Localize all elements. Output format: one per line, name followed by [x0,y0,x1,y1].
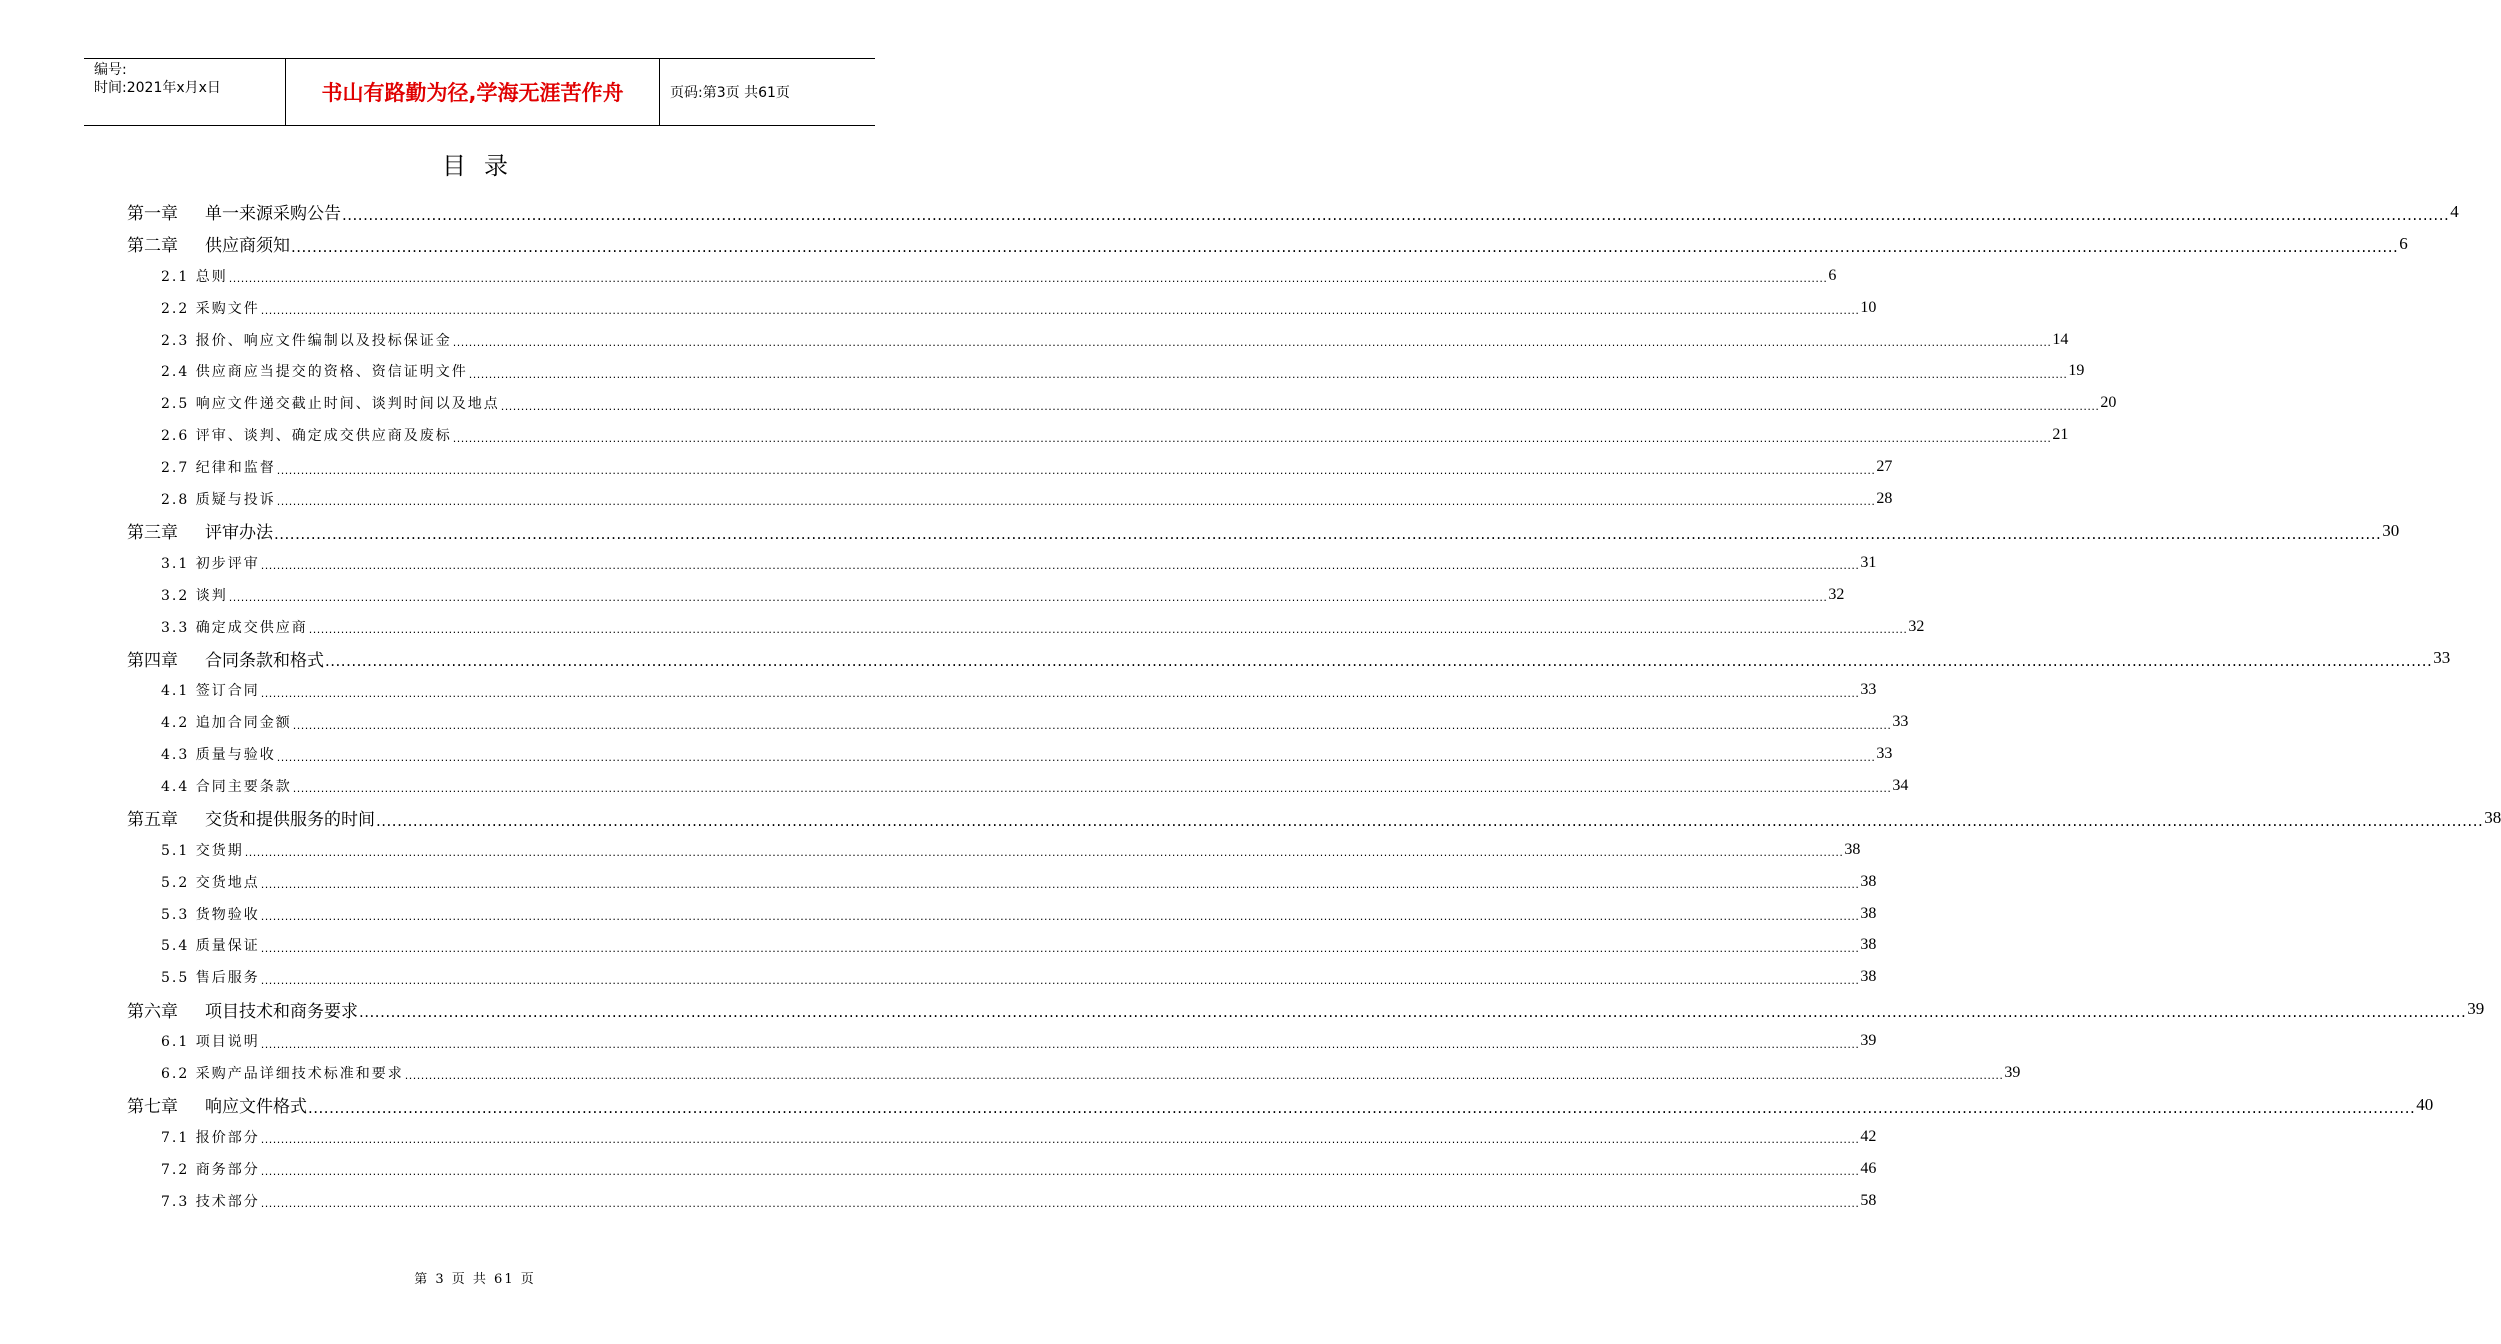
toc-page-number: 33 [1860,681,1877,699]
toc-entry-label [161,553,260,573]
toc-chapter-number: 第一章 [127,204,178,225]
toc-chapter-entry[interactable] [127,515,2400,547]
toc-entry-title: 4.2 追加合同金额 [161,715,292,732]
toc-entry-label [161,425,452,445]
toc-entry-label [161,1191,260,1211]
toc-dot-leader: ................................................................................................................................................................................................................................................................................................................................................................................................................ [468,367,2068,381]
toc-section-entry[interactable] [127,483,1893,515]
toc-entry-label [161,298,260,318]
toc-page-number: 39 [2467,999,2485,1019]
toc-dot-leader: ................................................................................................................................................................................................................................................................................................................................................................................................................ [404,1069,2004,1083]
toc-section-entry[interactable] [127,611,1925,643]
toc-dot-leader: ................................................................................................................................................................................................................................................................................................................................................................................................................ [260,1197,1860,1211]
toc-entry-label [127,1092,307,1117]
toc-section-entry[interactable] [127,419,2069,451]
toc-page-number: 42 [1860,1127,1877,1145]
toc-section-entry[interactable] [127,1121,1877,1153]
toc-dot-leader: ................................................................................................................................................................................................................................................................................................................................................................................................................ [376,811,2484,830]
toc-dot-leader: ................................................................................................................................................................................................................................................................................................................................................................................................................ [276,495,1876,509]
toc-section-entry[interactable] [127,387,2117,419]
toc-dot-leader: ................................................................................................................................................................................................................................................................................................................................................................................................................ [292,718,1892,732]
toc-entry-title: 6.2 采购产品详细技术标准和要求 [161,1065,404,1082]
toc-entry-title: 7.1 报价部分 [161,1129,260,1146]
toc-dot-leader: ................................................................................................................................................................................................................................................................................................................................................................................................................ [500,399,2100,413]
toc-chapter-number: 第六章 [127,1001,178,1022]
toc-chapter-number: 第四章 [127,650,178,671]
toc-dot-leader: ................................................................................................................................................................................................................................................................................................................................................................................................................ [452,431,2052,445]
toc-entry-title: 项目技术和商务要求 [205,1001,358,1022]
toc-entry-title: 4.4 合同主要条款 [161,778,292,795]
toc-entry-title: 3.1 初步评审 [161,555,260,572]
toc-entry-title: 7.3 技术部分 [161,1193,260,1210]
toc-dot-leader: ................................................................................................................................................................................................................................................................................................................................................................................................................ [260,1037,1860,1051]
toc-entry-title: 2.4 供应商应当提交的资格、资信证明文件 [161,364,468,381]
number-label: 编号: [94,62,127,78]
toc-entry-label [161,1159,260,1179]
toc-entry-label [161,1127,260,1147]
toc-chapter-entry[interactable] [127,993,2485,1025]
toc-section-entry[interactable] [127,898,1877,930]
toc-entry-title: 2.8 质疑与投诉 [161,491,276,508]
toc-dot-leader: ................................................................................................................................................................................................................................................................................................................................................................................................................ [260,304,1860,318]
toc-page-number: 39 [1860,1032,1877,1050]
toc-entry-label [127,231,290,256]
toc-entry-title: 合同条款和格式 [205,650,324,671]
toc-section-entry[interactable] [127,929,1877,961]
toc-dot-leader: ................................................................................................................................................................................................................................................................................................................................................................................................................ [228,591,1828,605]
toc-dot-leader: ................................................................................................................................................................................................................................................................................................................................................................................................................ [260,686,1860,700]
toc-page-number: 58 [1860,1191,1877,1209]
toc-chapter-number: 第五章 [127,810,178,831]
toc-section-entry[interactable] [127,961,1877,993]
toc-dot-leader: ................................................................................................................................................................................................................................................................................................................................................................................................................ [452,336,2052,349]
toc-page-number: 20 [2100,394,2117,412]
header-page-info: 页码:第3页 共61页 [670,85,790,101]
toc-entry-label [127,805,375,830]
toc-page-number: 28 [1876,489,1893,507]
toc-dot-leader: ................................................................................................................................................................................................................................................................................................................................................................................................................ [260,878,1860,892]
toc-page-number: 38 [1860,904,1877,922]
toc-page-number: 38 [1860,872,1877,890]
toc-section-entry[interactable] [127,579,1845,611]
toc-entry-label [161,585,228,605]
header-motto: 书山有路勤为径,学海无涯苦作舟 [286,59,660,125]
toc-page-number: 38 [2484,807,2501,827]
toc-entry-title: 2.3 报价、响应文件编制以及投标保证金 [161,332,452,349]
toc-chapter-number: 第二章 [127,236,178,257]
toc-dot-leader: ................................................................................................................................................................................................................................................................................................................................................................................................................ [276,463,1876,477]
toc-entry-label [161,840,244,860]
toc-entry-title: 3.2 谈判 [161,587,228,604]
toc-section-entry[interactable] [127,260,1837,292]
toc-entry-title: 2.1 总则 [161,268,228,285]
toc-entry-title: 单一来源采购公告 [205,204,341,225]
toc-entry-title: 2.2 采购文件 [161,300,260,317]
toc-chapter-number: 第三章 [127,523,178,544]
toc-section-entry[interactable] [127,770,1909,802]
toc-page-number: 33 [1892,713,1909,731]
toc-chapter-entry[interactable] [127,1089,2434,1121]
toc-dot-leader: ................................................................................................................................................................................................................................................................................................................................................................................................................ [260,910,1860,924]
toc-page-number: 32 [1908,617,1925,635]
toc-entry-title: 5.2 交货地点 [161,874,260,891]
table-of-contents [127,196,2501,1217]
toc-entry-label [161,776,292,796]
toc-section-entry[interactable] [127,1025,1877,1057]
toc-entry-label [161,935,260,955]
toc-entry-label [161,266,228,286]
toc-section-entry[interactable] [127,738,1893,770]
toc-dot-leader: ................................................................................................................................................................................................................................................................................................................................................................................................................ [292,782,1892,796]
toc-page-number: 33 [2433,648,2451,668]
toc-page-number: 6 [2399,233,2408,253]
toc-dot-leader: ................................................................................................................................................................................................................................................................................................................................................................................................................ [276,750,1876,764]
toc-entry-label [161,680,260,700]
toc-entry-title: 5.5 售后服务 [161,970,260,987]
toc-entry-title: 交货和提供服务的时间 [205,810,375,831]
toc-section-entry[interactable] [127,866,1877,898]
toc-entry-label [161,904,260,924]
toc-page-number: 6 [1828,266,1837,284]
toc-page-number: 30 [2382,520,2400,540]
toc-page-number: 34 [1892,776,1909,794]
toc-entry-title: 2.5 响应文件递交截止时间、谈判时间以及地点 [161,396,500,413]
toc-entry-label [161,489,276,509]
toc-dot-leader: ................................................................................................................................................................................................................................................................................................................................................................................................................ [274,524,2382,543]
toc-entry-title: 评审办法 [205,523,273,544]
toc-section-entry[interactable] [127,1057,2021,1089]
toc-entry-label [161,617,308,637]
toc-section-entry[interactable] [127,1153,1877,1185]
toc-entry-label [127,646,324,671]
toc-dot-leader: ................................................................................................................................................................................................................................................................................................................................................................................................................ [228,272,1828,286]
toc-entry-label [127,518,273,543]
toc-page-number: 19 [2068,362,2085,380]
toc-entry-label [161,330,452,350]
toc-entry-label [161,744,276,764]
toc-entry-title: 6.1 项目说明 [161,1034,260,1051]
toc-entry-title: 3.3 确定成交供应商 [161,619,308,636]
toc-dot-leader: ................................................................................................................................................................................................................................................................................................................................................................................................................ [260,941,1860,955]
toc-chapter-entry[interactable] [127,802,2501,834]
toc-page-number: 40 [2416,1094,2434,1114]
toc-entry-title: 4.1 签订合同 [161,683,260,700]
toc-dot-leader: ................................................................................................................................................................................................................................................................................................................................................................................................................ [308,623,1908,637]
toc-dot-leader: ................................................................................................................................................................................................................................................................................................................................................................................................................ [244,846,1844,860]
toc-dot-leader: ................................................................................................................................................................................................................................................................................................................................................................................................................ [260,1165,1860,1179]
toc-page-number: 10 [1860,298,1877,316]
toc-entry-title: 7.2 商务部分 [161,1161,260,1178]
toc-entry-label [161,872,260,892]
toc-dot-leader: ................................................................................................................................................................................................................................................................................................................................................................................................................ [359,1003,2467,1022]
toc-dot-leader: ................................................................................................................................................................................................................................................................................................................................................................................................................ [260,1133,1860,1147]
toc-page-number: 38 [1860,968,1877,986]
header-meta [84,59,286,125]
toc-dot-leader: ................................................................................................................................................................................................................................................................................................................................................................................................................ [291,237,2399,256]
toc-page-number: 27 [1876,458,1893,476]
toc-entry-label [161,967,260,987]
toc-page-number: 46 [1860,1159,1877,1177]
toc-section-entry[interactable] [127,674,1877,706]
toc-page-number: 33 [1876,745,1893,763]
toc-dot-leader: ................................................................................................................................................................................................................................................................................................................................................................................................................ [260,973,1860,987]
toc-chapter-entry[interactable] [127,228,2408,260]
toc-page-number: 32 [1828,585,1845,603]
toc-page-number: 38 [1860,936,1877,954]
time-label: 时间:2021年x月x日 [94,80,221,96]
toc-section-entry[interactable] [127,355,2085,387]
toc-chapter-entry[interactable] [127,196,2459,228]
toc-entry-label [161,1031,260,1051]
toc-entry-title: 5.4 质量保证 [161,938,260,955]
toc-entry-title: 2.6 评审、谈判、确定成交供应商及废标 [161,428,452,445]
toc-entry-label [161,1063,404,1083]
toc-title: 目录 [442,152,526,180]
toc-entry-label [161,361,468,381]
toc-entry-title: 5.3 货物验收 [161,906,260,923]
toc-entry-label [161,393,500,413]
page-header [84,58,875,126]
toc-entry-label [161,712,292,732]
toc-chapter-entry[interactable] [127,642,2451,674]
page-footer: 第 3 页 共 61 页 [414,1272,536,1287]
toc-entry-label [161,457,276,477]
toc-dot-leader: ................................................................................................................................................................................................................................................................................................................................................................................................................ [325,652,2433,671]
toc-dot-leader: ................................................................................................................................................................................................................................................................................................................................................................................................................ [342,205,2450,224]
toc-section-entry[interactable] [127,706,1909,738]
toc-entry-title: 4.3 质量与验收 [161,747,276,764]
toc-section-entry[interactable] [127,324,2069,356]
toc-page-number: 38 [1844,840,1861,858]
toc-page-number: 4 [2450,201,2459,221]
toc-section-entry[interactable] [127,292,1877,324]
toc-entry-title: 5.1 交货期 [161,842,244,859]
toc-page-number: 39 [2004,1063,2021,1081]
toc-entry-label [127,199,341,224]
toc-page-number: 14 [2052,330,2069,348]
toc-page-number: 31 [1860,553,1877,571]
toc-section-entry[interactable] [127,1185,1877,1217]
toc-entry-title: 2.7 纪律和监督 [161,460,276,477]
toc-section-entry[interactable] [127,451,1893,483]
toc-chapter-number: 第七章 [127,1097,178,1118]
toc-entry-title: 供应商须知 [205,236,290,257]
toc-dot-leader: ................................................................................................................................................................................................................................................................................................................................................................................................................ [260,559,1860,573]
toc-section-entry[interactable] [127,834,1861,866]
toc-entry-label [127,997,358,1022]
toc-page-number: 21 [2052,426,2069,444]
toc-entry-title: 响应文件格式 [205,1097,307,1118]
toc-section-entry[interactable] [127,547,1877,579]
toc-dot-leader: ................................................................................................................................................................................................................................................................................................................................................................................................................ [308,1098,2416,1117]
